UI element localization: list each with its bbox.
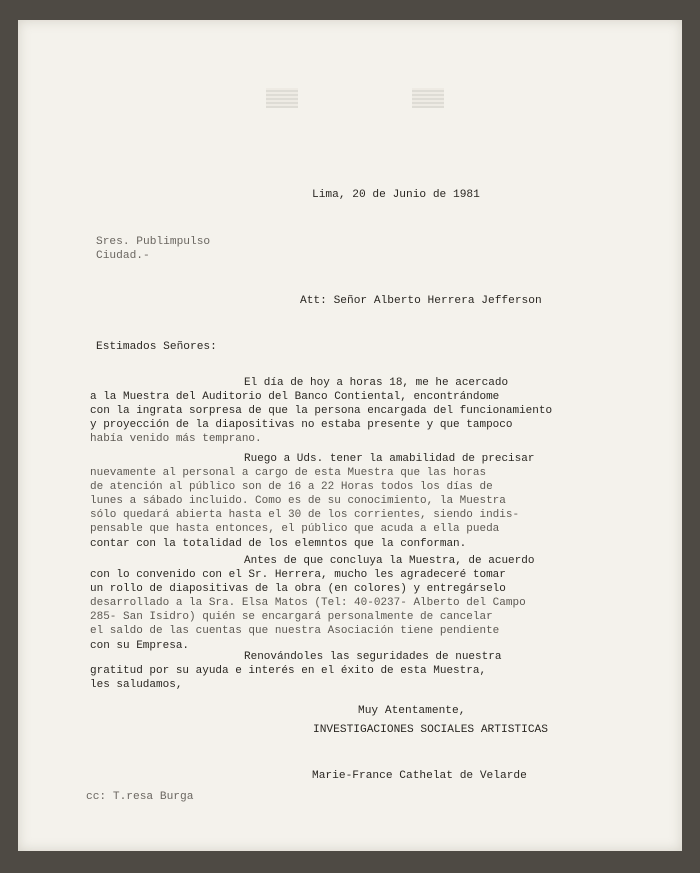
paragraph-line: con lo convenido con el Sr. Herrera, mucho les agradeceré tomar	[90, 569, 506, 582]
paragraph-3	[90, 554, 534, 653]
paragraph-4	[90, 650, 501, 692]
hole-punch-mark	[266, 88, 298, 108]
paragraph-2	[90, 452, 534, 551]
salutation: Estimados Señores:	[96, 341, 217, 353]
paragraph-line: nuevamente al personal a cargo de esta Muestra que las horas	[90, 467, 487, 480]
paragraph-line: pensable que hasta entonces, el público que acuda a ella pueda	[90, 523, 500, 536]
paragraph-line: les saludamos,	[90, 679, 183, 692]
paragraph-line: Renovándoles las seguridades de nuestra	[244, 651, 502, 663]
paragraph-line: lunes a sábado incluido. Como es de su conocimiento, la Muestra	[90, 495, 506, 508]
closing: Muy Atentamente,	[358, 705, 466, 717]
letter-date: Lima, 20 de Junio de 1981	[312, 189, 480, 201]
paragraph-line: 285- San Isidro) quién se encargará personalmente de cancelar	[90, 611, 493, 624]
recipient-city: Ciudad.-	[96, 250, 150, 262]
paragraph-line: con su Empresa.	[90, 639, 190, 652]
attention-line: Att: Señor Alberto Herrera Jefferson	[300, 295, 542, 307]
paragraph-line: gratitud por su ayuda e interés en el éxito de esta Muestra,	[90, 665, 487, 678]
paragraph-line: Ruego a Uds. tener la amabilidad de precisar	[244, 453, 535, 465]
paragraph-line: y proyección de la diapositivas no estaba presente y que tampoco	[90, 419, 513, 432]
paragraph-1	[90, 376, 552, 446]
letter-sheet	[18, 20, 682, 851]
paragraph-line: contar con la totalidad de los elemntos que la conforman.	[90, 537, 467, 550]
paragraph-line: con la ingrata sorpresa de que la persona encargada del funcionamiento	[90, 405, 553, 418]
paragraph-line: Antes de que concluya la Muestra, de acuerdo	[244, 555, 535, 567]
paragraph-line: había venido más temprano.	[90, 433, 262, 446]
recipient-name: Sres. Publimpulso	[96, 236, 211, 248]
paragraph-line: desarrollado a la Sra. Elsa Matos (Tel: 40-0237- Alberto del Campo	[90, 597, 526, 610]
paragraph-line: un rollo de diapositivas de la obra (en colores) y entregárselo	[90, 583, 506, 596]
organization-name: INVESTIGACIONES SOCIALES ARTISTICAS	[313, 724, 548, 736]
paragraph-line: El día de hoy a horas 18, me he acercado	[244, 377, 509, 389]
paragraph-line: el saldo de las cuentas que nuestra Asociación tiene pendiente	[90, 625, 500, 638]
hole-punch-mark	[412, 88, 444, 108]
paragraph-line: a la Muestra del Auditorio del Banco Contiental, encontrándome	[90, 391, 500, 404]
paragraph-line: de atención al público son de 16 a 22 Horas todos los días de	[90, 481, 493, 494]
paragraph-line: sólo quedará abierta hasta el 30 de los corrientes, siendo indis-	[90, 509, 520, 522]
signatory-name: Marie-France Cathelat de Velarde	[312, 770, 527, 782]
cc-line: cc: T.resa Burga	[86, 791, 194, 803]
